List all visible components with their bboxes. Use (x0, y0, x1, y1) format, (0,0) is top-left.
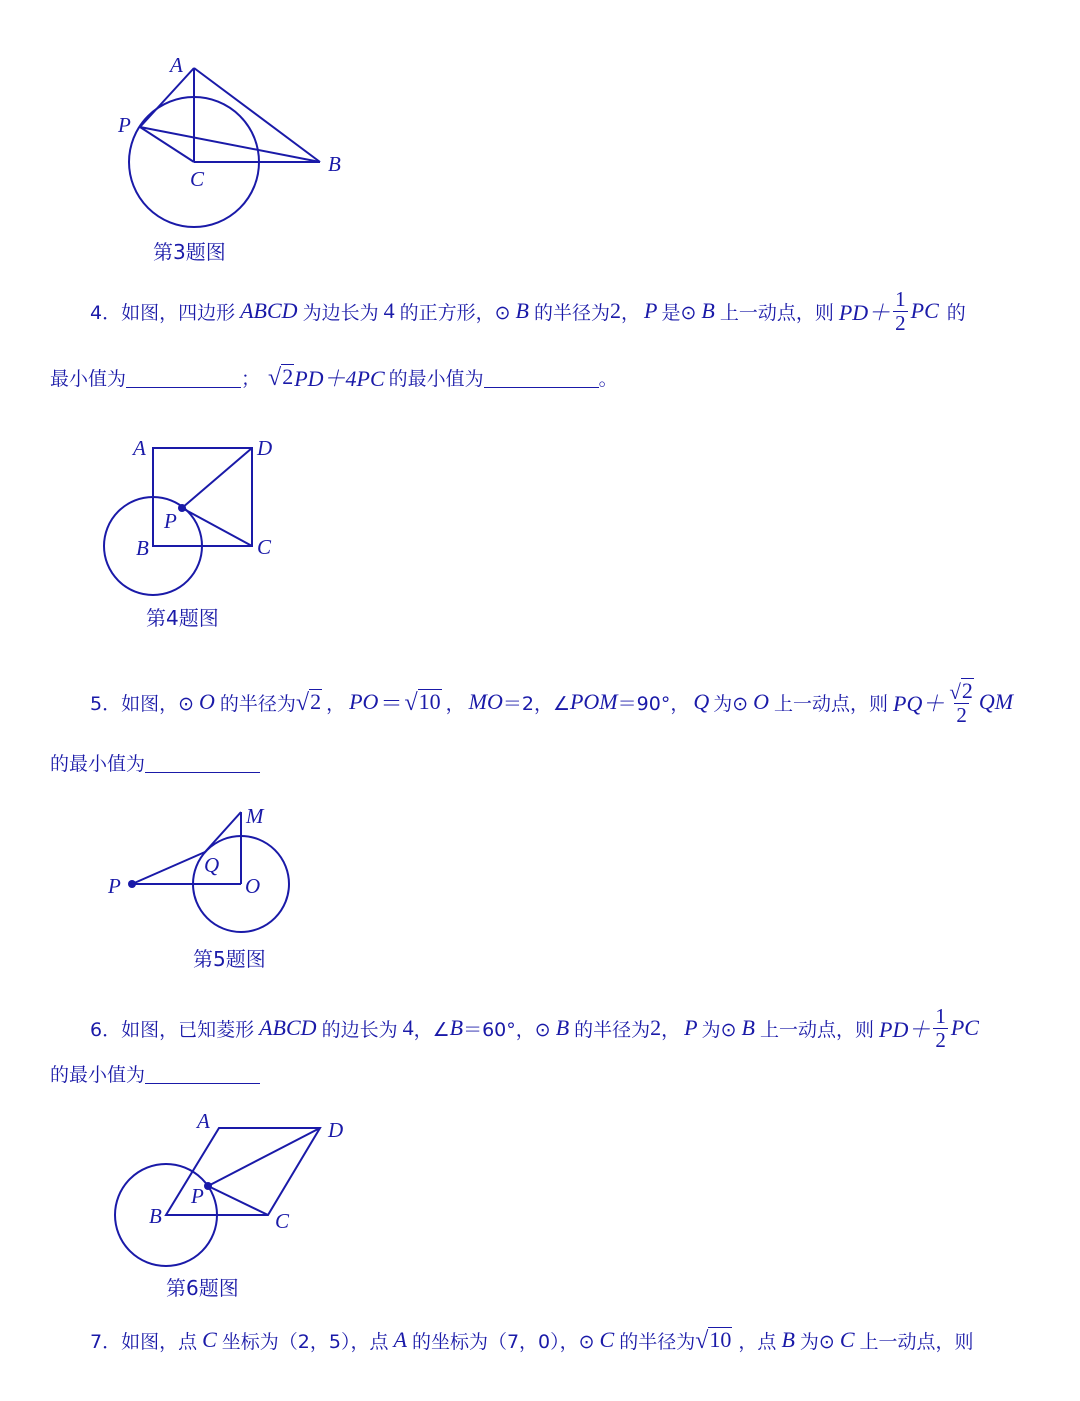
q4-text: 的正方形，⊙ (399, 301, 511, 324)
label-c: C (190, 167, 205, 191)
q7-text: ，点 (738, 1330, 777, 1353)
q7-text: 如图，点 (121, 1330, 198, 1353)
q5-sqrt-value: 10 (418, 689, 441, 715)
question-6-line-2 (50, 1058, 260, 1088)
q5-fraction-den: 2 (956, 703, 967, 728)
q4-sqrt: √ 2 (268, 364, 294, 391)
segment-qm (205, 812, 241, 852)
label-d: D (257, 436, 273, 460)
label-m: M (246, 804, 264, 828)
q5-text: 的半径为 (219, 692, 296, 715)
q4-answer-blank-2[interactable] (484, 367, 599, 388)
q5-text: ， (326, 692, 346, 715)
q4-abcd: ABCD (240, 298, 298, 323)
q5-sqrt-radius: √ 2 (295, 689, 322, 716)
question-4-line-2 (50, 362, 618, 392)
q5-text: ＝90°， (617, 692, 690, 715)
q7-point-c: C (202, 1327, 217, 1352)
q4-fraction (893, 288, 908, 333)
q7-point-b: B (781, 1327, 795, 1352)
question-4-line-1 (90, 283, 966, 339)
q6-text: 的最小值为 (50, 1063, 146, 1086)
figure-6 (105, 1105, 355, 1275)
q4-fraction-den: 2 (895, 310, 906, 335)
q6-radius: 2 (650, 1015, 662, 1040)
label-a: A (197, 1109, 210, 1133)
q5-point-q: Q (693, 689, 710, 714)
q4-text: 如图，四边形 (121, 301, 236, 324)
q4-answer-blank-1[interactable] (126, 367, 241, 388)
q4-text: 最小值为 (50, 367, 127, 390)
q5-text: ， (445, 692, 465, 715)
q4-text: 的 (946, 301, 966, 324)
label-o: O (245, 874, 261, 898)
q6-side-length: 4 (402, 1015, 414, 1040)
q5-fraction-num-value: 2 (961, 677, 973, 703)
q5-fraction (947, 678, 976, 726)
q5-circle-o: O (753, 689, 770, 714)
point-p (178, 504, 186, 512)
q4-side-length: 4 (383, 298, 395, 323)
q5-text: 的最小值为 (50, 752, 146, 775)
q7-point-a: A (393, 1327, 407, 1352)
q6-text: 上一动点，则 (760, 1018, 875, 1041)
q4-sqrt-value: 2 (282, 364, 294, 390)
label-d: D (328, 1118, 344, 1142)
q7-text: 上一动点，则 (859, 1330, 974, 1353)
q5-equals: ＝ (380, 690, 403, 716)
q4-text: 上一动点，则 (719, 301, 834, 324)
q5-pom: POM (569, 689, 618, 714)
q7-circle-c: C (599, 1327, 615, 1352)
q6-text: 的半径为 (574, 1018, 651, 1041)
q6-expr: PD＋ (879, 1016, 931, 1042)
question-5-line-1 (90, 673, 1013, 731)
q5-text: 为⊙ (713, 692, 749, 715)
label-b: B (328, 152, 341, 176)
figure-5 (100, 800, 300, 940)
q4-text: ； (241, 367, 261, 390)
q6-text: ＝60°，⊙ (463, 1018, 551, 1041)
q6-fraction (933, 1005, 948, 1050)
q5-sqrt-po: √ 10 (404, 689, 441, 716)
q4-expr: PD＋ (838, 299, 891, 325)
label-a: A (170, 53, 183, 77)
figure-3 (110, 50, 370, 240)
q6-fraction-num: 1 (935, 1004, 946, 1029)
q4-circle-b: B (515, 298, 529, 323)
question-7-line-1 (90, 1322, 974, 1358)
q4-circle-b: B (701, 298, 715, 323)
figure-5-caption: 第5题图 (193, 947, 266, 971)
q4-fraction-num: 1 (895, 287, 906, 312)
q7-text: 为⊙ (799, 1330, 835, 1353)
q5-text: 如图，⊙ (121, 692, 195, 715)
point-p (128, 880, 136, 888)
q5-sqrt-value: 2 (310, 689, 322, 715)
q6-expr: PC (950, 1015, 979, 1040)
q5-fraction-num: √ 2 (949, 677, 973, 705)
figure-4 (95, 430, 285, 600)
q7-text: 坐标为（2，5），点 (221, 1330, 389, 1353)
label-p: P (164, 509, 177, 533)
q5-number: 5． (90, 692, 122, 715)
label-q: Q (204, 853, 220, 877)
question-6-line-1 (90, 1000, 979, 1056)
q6-fraction-den: 2 (935, 1027, 946, 1052)
label-p: P (118, 113, 131, 137)
segment-pd (182, 448, 252, 508)
label-p: P (191, 1184, 204, 1208)
q4-text: 的半径为 (533, 301, 610, 324)
q4-expr: PC (910, 298, 939, 323)
label-c: C (275, 1209, 290, 1233)
figure-4-caption: 第4题图 (146, 606, 219, 630)
q4-text: 的最小值为 (388, 367, 484, 390)
q4-text: 。 (598, 367, 618, 390)
q5-text: 上一动点，则 (774, 692, 889, 715)
label-p: P (108, 874, 121, 898)
q6-answer-blank[interactable] (145, 1063, 260, 1084)
q4-radius: 2 (609, 298, 621, 323)
q6-text: ，∠ (413, 1018, 450, 1041)
q7-sqrt-value: 10 (709, 1327, 732, 1353)
q6-number: 6． (90, 1018, 122, 1041)
q4-text: 是⊙ (661, 301, 697, 324)
q6-text: 为⊙ (701, 1018, 737, 1041)
question-5-line-2 (50, 747, 260, 777)
point-p (204, 1182, 212, 1190)
q6-abcd: ABCD (259, 1015, 317, 1040)
q6-circle-b: B (741, 1015, 755, 1040)
q7-text: 的半径为 (619, 1330, 696, 1353)
label-c: C (257, 535, 272, 559)
q4-expr: PD＋4PC (294, 365, 385, 391)
q4-number: 4． (90, 301, 122, 324)
q6-angle-b: B (449, 1015, 464, 1040)
label-b: B (136, 536, 149, 560)
q4-point-p: P (643, 298, 658, 323)
figure-6-caption: 第6题图 (166, 1276, 239, 1300)
q7-sqrt-radius: √ 10 (695, 1327, 732, 1354)
q5-circle-o: O (199, 689, 215, 714)
q5-expr: PQ＋ (893, 690, 945, 716)
q5-expr: QM (978, 689, 1014, 714)
q6-circle-b: B (555, 1015, 570, 1040)
label-a: A (133, 436, 146, 460)
q7-circle-c: C (839, 1327, 855, 1352)
q6-point-p: P (684, 1015, 698, 1040)
figure-3-caption: 第3题图 (153, 240, 226, 264)
q7-text: 的坐标为（7，0），⊙ (411, 1330, 595, 1353)
q5-po: PO (349, 689, 379, 714)
q5-mo: MO (468, 689, 503, 714)
q5-answer-blank[interactable] (145, 752, 260, 773)
q4-text: 为边长为 (302, 301, 379, 324)
q6-text: ， (661, 1018, 681, 1041)
q6-text: 的边长为 (321, 1018, 398, 1041)
q5-text: ＝2，∠ (502, 692, 570, 715)
segment-pc (182, 508, 252, 546)
q4-text: ， (620, 301, 640, 324)
q6-text: 如图，已知菱形 (121, 1018, 255, 1041)
q7-number: 7． (90, 1330, 122, 1353)
label-b: B (149, 1204, 162, 1228)
